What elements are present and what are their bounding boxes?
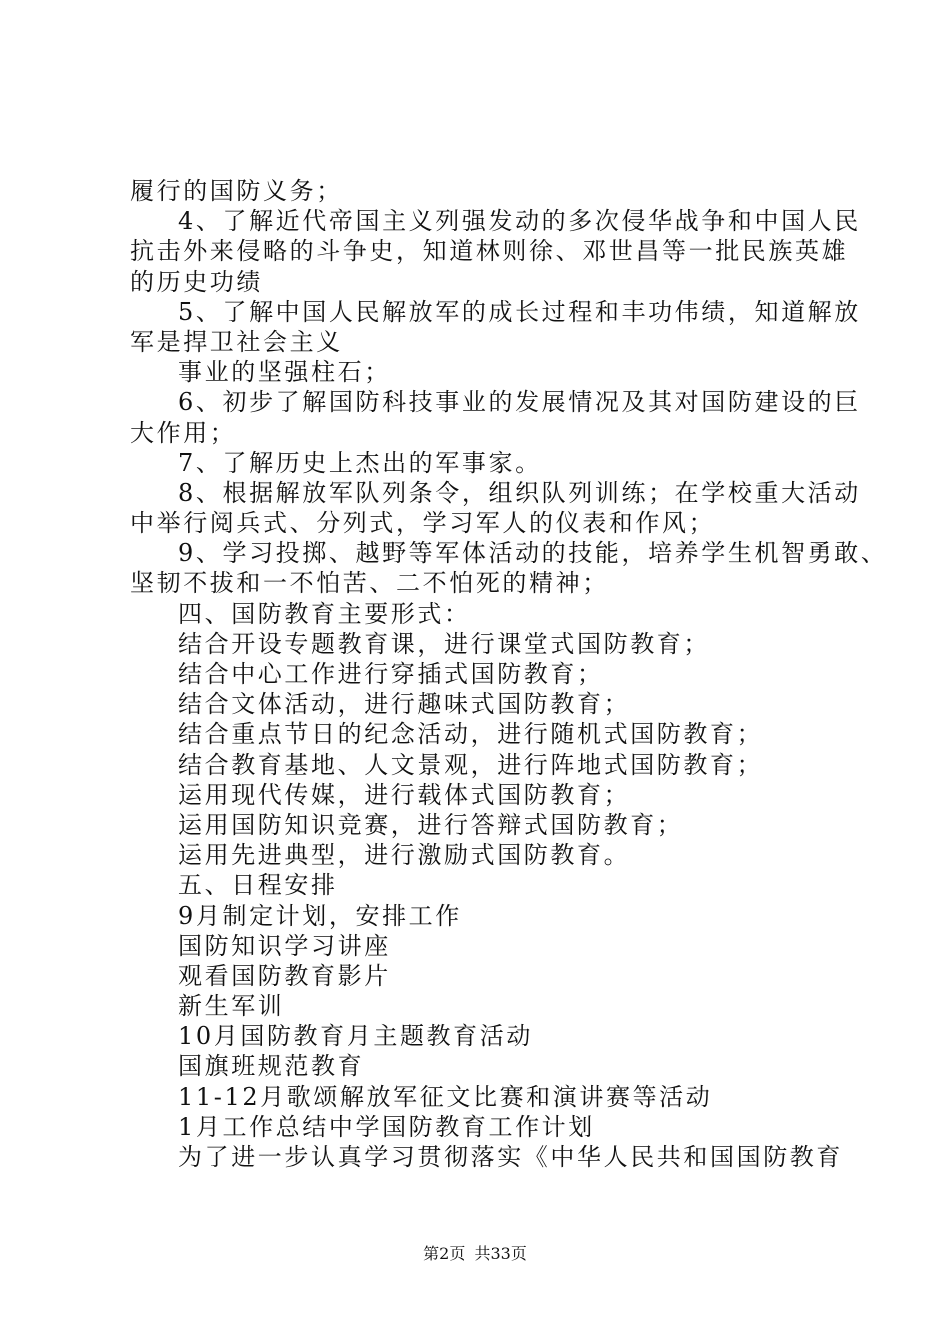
text-line: 结合开设专题教育课，进行课堂式国防教育； bbox=[178, 629, 710, 658]
text-line: 的历史功绩 bbox=[130, 267, 263, 296]
text-line: 运用现代传媒，进行载体式国防教育； bbox=[178, 780, 631, 809]
text-line: 抗击外来侵略的斗争史，知道林则徐、邓世昌等一批民族英雄 bbox=[130, 237, 849, 266]
text-line: 运用国防知识竞赛，进行答辩式国防教育； bbox=[178, 810, 684, 839]
text-line: 结合重点节日的纪念活动，进行随机式国防教育； bbox=[178, 720, 764, 749]
text-line: 新生军训 bbox=[178, 992, 285, 1021]
text-line: 国旗班规范教育 bbox=[178, 1052, 365, 1081]
text-line: 大作用； bbox=[130, 418, 237, 447]
text-line: 结合中心工作进行穿插式国防教育； bbox=[178, 660, 604, 688]
text-line: 坚韧不拔和一不怕苦、二不怕死的精神； bbox=[130, 569, 609, 598]
text-line: 11-12月歌颂解放军征文比赛和演讲赛等活动 bbox=[178, 1082, 713, 1111]
text-line: 结合教育基地、人文景观，进行阵地式国防教育； bbox=[178, 750, 764, 779]
text-line: 事业的坚强柱石； bbox=[178, 358, 391, 387]
text-line: 5、了解中国人民解放军的成长过程和丰功伟绩，知道解放 bbox=[178, 297, 861, 326]
text-line: 中举行阅兵式、分列式，学习军人的仪表和作风； bbox=[130, 509, 716, 538]
text-line: 为了进一步认真学习贯彻落实《中华人民共和国国防教育 bbox=[178, 1143, 843, 1171]
page-footer bbox=[0, 1244, 950, 1264]
text-line: 结合文体活动，进行趣味式国防教育； bbox=[178, 690, 631, 719]
text-line: 4、了解近代帝国主义列强发动的多次侵华战争和中国人民 bbox=[178, 207, 861, 236]
text-line: 观看国防教育影片 bbox=[178, 961, 391, 990]
text-line: 履行的国防义务； bbox=[130, 177, 343, 205]
page-total: 共33页 bbox=[474, 1244, 527, 1263]
text-line: 国防知识学习讲座 bbox=[178, 931, 391, 960]
text-line: 运用先进典型，进行激励式国防教育。 bbox=[178, 841, 631, 870]
text-line: 9、学习投掷、越野等军体活动的技能，培养学生机智勇敢、 bbox=[178, 539, 888, 568]
page-number: 第2页 bbox=[423, 1244, 466, 1263]
text-line: 四、国防教育主要形式： bbox=[178, 599, 471, 628]
text-line: 8、根据解放军队列条令，组织队列训练；在学校重大活动 bbox=[178, 478, 861, 507]
text-line: 7、了解历史上杰出的军事家。 bbox=[178, 448, 542, 477]
text-line: 6、初步了解国防科技事业的发展情况及其对国防建设的巨 bbox=[178, 388, 861, 417]
text-line: 9月制定计划，安排工作 bbox=[178, 901, 462, 930]
text-line: 1月工作总结中学国防教育工作计划 bbox=[178, 1112, 595, 1141]
document-body bbox=[130, 176, 888, 1172]
text-line: 10月国防教育月主题教育活动 bbox=[178, 1022, 533, 1051]
text-line: 军是捍卫社会主义 bbox=[130, 327, 343, 356]
text-line: 五、日程安排 bbox=[178, 871, 338, 900]
